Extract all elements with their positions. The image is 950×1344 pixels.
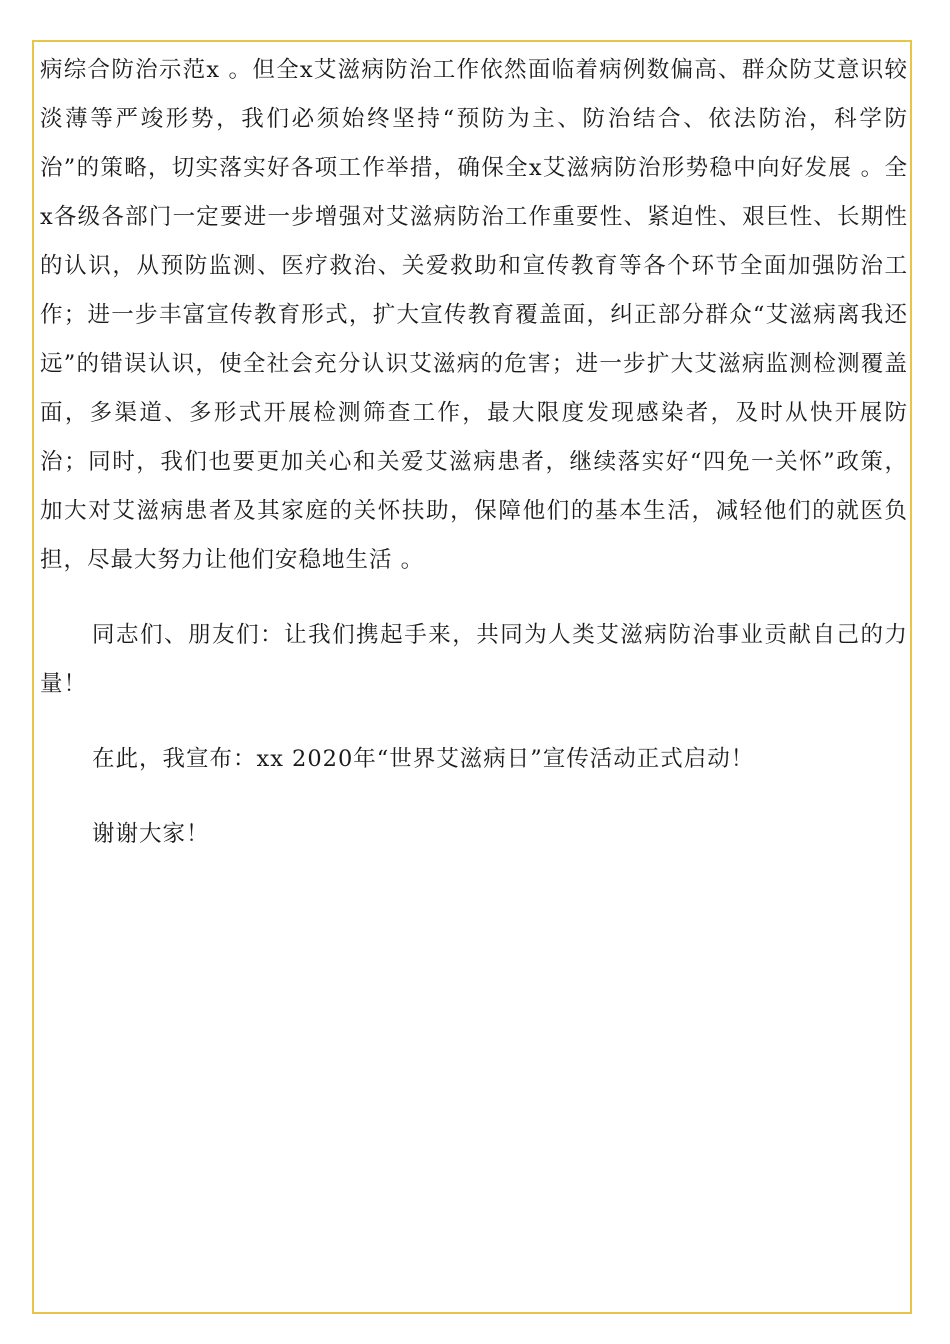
document-body — [40, 46, 908, 859]
paragraph-continuation: 病综合防治示范x 。但全x艾滋病防治工作依然面临着病例数偏高、群众防艾意识较淡薄等严竣形势，我们必须始终坚持“预防为主、防治结合、依法防治，科学防治”的策略，切实落实好各项工作举措，确保全x艾滋病防治形势稳中向好发展 。全x各级各部门一定要进一步增强对艾滋病防治工作重要性、紧迫性、艰巨性、长期性的认识，从预防监测、医疗救治、关爱救助和宣传教育等各个环节全面加强防治工作；进一步丰富宣传教育形式，扩大宣传教育覆盖面，纠正部分群众“艾滋病离我还远”的错误认识，使全社会充分认识艾滋病的危害；进一步扩大艾滋病监测检测覆盖面，多渠道、多形式开展检测筛查工作，最大限度发现感染者，及时从快开展防治；同时，我们也要更加关心和关爱艾滋病患者，继续落实好“四免一关怀”政策，加大对艾滋病患者及其家庭的关怀扶助，保障他们的基本生活，减轻他们的就医负担，尽最大努力让他们安稳地生活 。 — [40, 57, 908, 573]
paragraph-call-to-action: 同志们、朋友们：让我们携起手来，共同为人类艾滋病防治事业贡献自己的力量！ — [40, 622, 908, 697]
paragraph-thanks: 谢谢大家！ — [92, 821, 210, 847]
paragraph-announcement: 在此，我宣布：xx 2020年“世界艾滋病日”宣传活动正式启动！ — [92, 746, 755, 772]
